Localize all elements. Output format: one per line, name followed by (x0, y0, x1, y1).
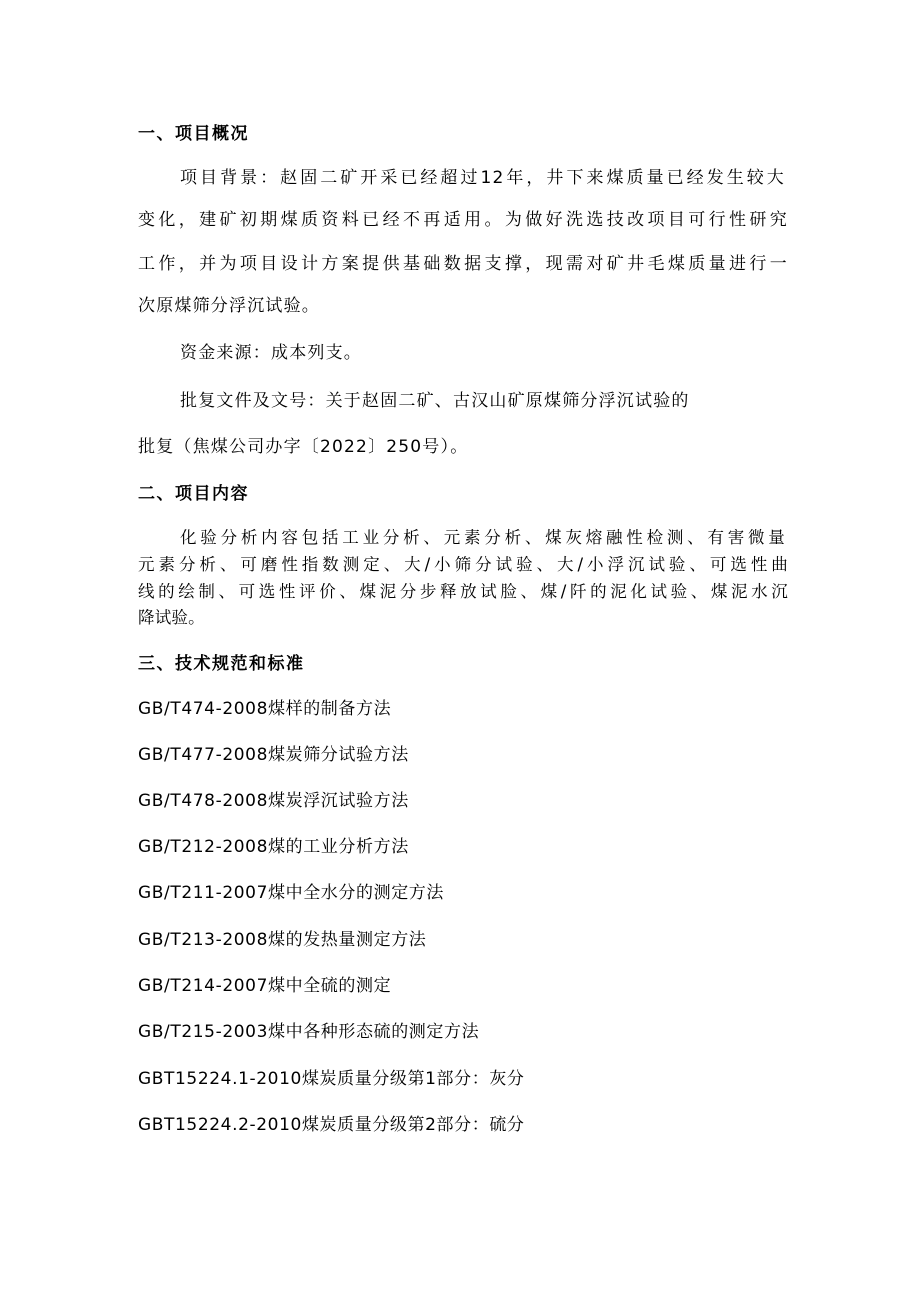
standard-item-3: GB/T478-2008煤炭浮沉试验方法 (138, 791, 409, 811)
paragraph-content-line-2: 元素分析、可磨性指数测定、大/小筛分试验、大/小浮沉试验、可选性曲 (138, 555, 788, 574)
paragraph-content-line-4: 降试验。 (138, 608, 205, 627)
standard-item-7: GB/T214-2007煤中全硫的测定 (138, 976, 392, 996)
paragraph-approval-line-2: 批复（焦煤公司办字〔2022〕250号）。 (138, 437, 469, 457)
standard-item-8: GB/T215-2003煤中各种形态硫的测定方法 (138, 1022, 480, 1042)
paragraph-content-line-3: 线的绘制、可选性评价、煤泥分步释放试脸、煤/阡的泥化试验、煤泥水沉 (138, 582, 788, 601)
standard-item-6: GB/T213-2008煤的发热量测定方法 (138, 930, 427, 950)
paragraph-content-line-1: 化验分析内容包括工业分析、元素分析、煤灰熔融性检测、有害微量 (180, 528, 785, 547)
section-heading-standards: 三、技术规范和标准 (138, 654, 305, 674)
paragraph-background-line-1: 项目背景：赵固二矿开采已经超过12年，井下来煤质量已经发生较大 (180, 168, 785, 188)
paragraph-approval-line-1: 批复文件及文号：关于赵固二矿、古汉山矿原煤筛分浮沉试验的 (180, 391, 690, 411)
section-heading-content: 二、项目内容 (138, 484, 249, 504)
standard-item-5: GB/T211-2007煤中全水分的测定方法 (138, 883, 444, 903)
paragraph-background-line-2: 变化，建矿初期煤质资料已经不再适用。为做好洗选技改项目可行性研究 (138, 210, 788, 230)
standard-item-10: GBT15224.2-2010煤炭质量分级第2部分：硫分 (138, 1115, 525, 1135)
standard-item-1: GB/T474-2008煤样的制备方法 (138, 699, 392, 719)
paragraph-background-line-3: 工作，并为项目设计方案提供基础数据支撑，现需对矿井毛煤质量进行一 (138, 254, 788, 274)
paragraph-background-line-4: 次原煤筛分浮沉试验。 (138, 296, 320, 316)
section-heading-overview: 一、项目概况 (138, 124, 249, 144)
standard-item-2: GB/T477-2008煤炭筛分试验方法 (138, 745, 409, 765)
standard-item-4: GB/T212-2008煤的工业分析方法 (138, 837, 409, 857)
standard-item-9: GBT15224.1-2010煤炭质量分级第1部分：灰分 (138, 1069, 525, 1089)
paragraph-funding: 资金来源：成本列支。 (180, 343, 362, 363)
